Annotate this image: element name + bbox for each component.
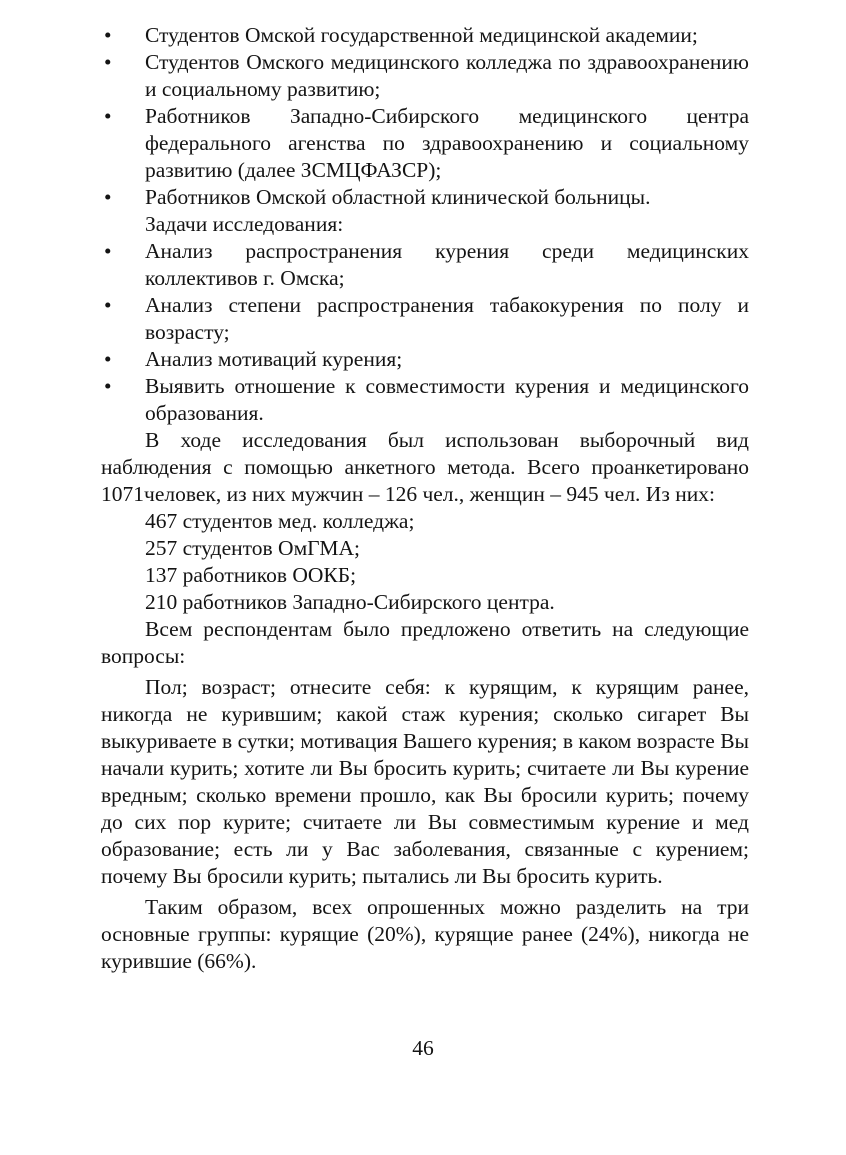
- list-item: [101, 103, 749, 184]
- conclusion-paragraph: Таким образом, всех опрошенных можно разделить на три основные группы: курящие (20%), курящие ранее (24%), никогда не курившие (66%).: [101, 895, 749, 973]
- page-number: 46: [412, 1036, 434, 1060]
- bullet-icon: •: [104, 23, 112, 47]
- list-item-text: Работников Западно-Сибирского медицинского центра федерального агенства по здравоохранению и социальному развитию (далее ЗСМЦФАЗСР);: [145, 104, 749, 182]
- questions-intro-paragraph: Всем респондентам было предложено ответить на следующие вопросы:: [101, 617, 749, 668]
- list-item: [101, 346, 749, 373]
- list-item-text: Анализ степени распространения табакокурения по полу и возрасту;: [145, 293, 749, 344]
- count-line: 467 студентов мед. колледжа;: [145, 509, 415, 533]
- list-item: [101, 49, 749, 103]
- list-item-text: Анализ мотиваций курения;: [145, 347, 403, 371]
- list-item-text: Работников Омской областной клинической больницы.: [145, 185, 651, 209]
- bullet-icon: •: [104, 374, 112, 398]
- list-item: [101, 238, 749, 292]
- list-item-text: Выявить отношение к совместимости курения и медицинского образования.: [145, 374, 749, 425]
- list-item: [101, 292, 749, 346]
- respondent-list: [101, 22, 749, 211]
- list-item: [101, 22, 749, 49]
- list-item-text: Анализ распространения курения среди медицинских коллективов г. Омска;: [145, 239, 749, 290]
- bullet-icon: •: [104, 347, 112, 371]
- count-line: 210 работников Западно-Сибирского центра.: [145, 590, 555, 614]
- tasks-list: [101, 238, 749, 427]
- list-item: [101, 184, 749, 211]
- method-paragraph: В ходе исследования был использован выборочный вид наблюдения с помощью анкетного метода. Всего проанкетировано 1071человек, из них мужчин – 126 чел., женщин – 945 чел. Из них:: [101, 428, 749, 506]
- bullet-icon: •: [104, 293, 112, 317]
- list-item-text: Студентов Омского медицинского колледжа по здравоохранению и социальному развитию;: [145, 50, 749, 101]
- bullet-icon: •: [104, 104, 112, 128]
- count-line: 257 студентов ОмГМА;: [145, 536, 360, 560]
- questions-paragraph: Пол; возраст; отнесите себя: к курящим, к курящим ранее, никогда не курившим; какой стаж курения; сколько сигарет Вы выкуриваете в сутки; мотивация Вашего курения; в каком возрасте Вы начали курить; хотите ли Вы бросить курить; считаете ли Вы курение вредным; сколько времени прошло, как Вы бросили курить; почему до сих пор курите; считаете ли Вы совместимым курение и мед образование; есть ли у Вас заболевания, связанные с курением; почему Вы бросили курить; пытались ли Вы бросить курить.: [101, 675, 749, 888]
- list-item: [101, 373, 749, 427]
- bullet-icon: •: [104, 239, 112, 263]
- bullet-icon: •: [104, 50, 112, 74]
- count-line: 137 работников ООКБ;: [145, 563, 357, 587]
- page-body: [101, 22, 749, 975]
- list-item-text: Студентов Омской государственной медицинской академии;: [145, 23, 698, 47]
- counts-list: [101, 508, 749, 616]
- tasks-heading: Задачи исследования:: [145, 212, 344, 236]
- bullet-icon: •: [104, 185, 112, 209]
